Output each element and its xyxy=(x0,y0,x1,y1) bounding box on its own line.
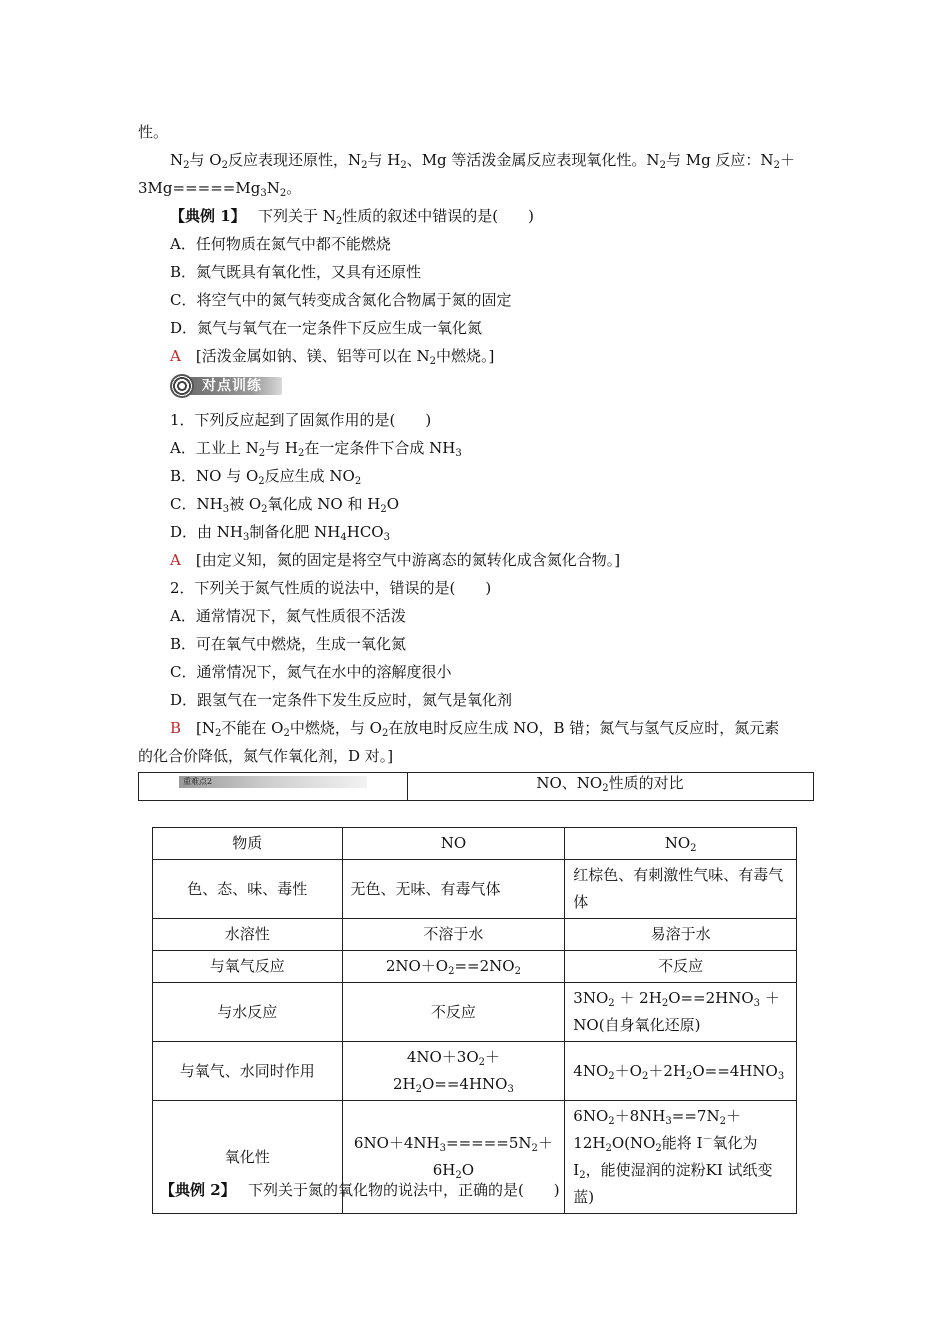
table-header-no2: $NO_2$ xyxy=(565,828,797,860)
example2-label: 【典例 2】 xyxy=(160,1181,229,1199)
intro-line-3: $3Mg=====Mg_3N_2$。 xyxy=(138,179,302,199)
section2-header xyxy=(138,772,814,801)
q2-option-c: C．通常情况下，氮气在水中的溶解度很小 xyxy=(170,663,452,681)
q2-option-d: D．跟氢气在一定条件下发生反应时，氮气是氧化剂 xyxy=(170,691,513,709)
q2-option-b: B．可在氧气中燃烧，生成一氧化氮 xyxy=(170,635,407,653)
table-cell: 红棕色、有刺激性气味、有毒气体 xyxy=(565,860,797,919)
table-cell: 不溶于水 xyxy=(342,919,565,951)
section2-tag: 重难点2 xyxy=(179,776,367,788)
comparison-table xyxy=(152,827,797,1214)
table-header-no: NO xyxy=(342,828,565,860)
training-banner xyxy=(170,374,282,398)
example1-option-b: B．氮气既具有氧化性，又具有还原性 xyxy=(170,263,422,281)
example1-option-d: D．氮气与氧气在一定条件下反应生成一氧化氮 xyxy=(170,319,483,337)
example1-label: 【典例 1】 xyxy=(170,207,239,225)
table-cell: 不反应 xyxy=(342,983,565,1042)
example2-question: 【典例 2】 下列关于氮的氧化物的说法中，正确的是( ) xyxy=(160,1181,560,1199)
table-cell: $6NO+4NH_3=====5N_2+6H_2O$ xyxy=(342,1101,565,1214)
table-cell: 与氧气、水同时作用 xyxy=(153,1042,343,1101)
table-cell: $4NO_2+O_2+2H_2O==4HNO_3$ xyxy=(565,1042,797,1101)
q1-answer: A [由定义知，氮的固定是将空气中游离态的氮转化成含氮化合物。] xyxy=(170,551,621,569)
table-cell: 与氧气反应 xyxy=(153,951,343,983)
example1-option-a: A．任何物质在氮气中都不能燃烧 xyxy=(170,235,391,253)
q1-option-d: D．由 $NH_3$制备化肥 $NH_4HCO_3$ xyxy=(170,523,390,543)
section2-tag-cell xyxy=(139,773,408,800)
table-row xyxy=(153,1042,797,1101)
q2-question: 2．下列关于氮气性质的说法中，错误的是( ) xyxy=(170,579,492,597)
example1-answer-letter: A xyxy=(170,347,181,365)
table-cell: 不反应 xyxy=(565,951,797,983)
q1-option-c: C．$NH_3$被 $O_2$氧化成 NO 和 $H_2O$ xyxy=(170,495,400,515)
q1-option-a: A．工业上 $N_2$与 $H_2$在一定条件下合成 $NH_3$ xyxy=(170,439,462,459)
table-cell: 色、态、味、毒性 xyxy=(153,860,343,919)
table-header-substance: 物质 xyxy=(153,828,343,860)
q2-option-a: A．通常情况下，氮气性质很不活泼 xyxy=(170,607,406,625)
section2-title: NO、$NO_2$性质的对比 xyxy=(536,774,684,794)
table-row xyxy=(153,983,797,1042)
target-icon xyxy=(170,374,194,398)
table-cell: 水溶性 xyxy=(153,919,343,951)
example1-answer: A [活泼金属如钠、镁、铝等可以在 $N_2$中燃烧。] xyxy=(170,347,495,367)
table-row xyxy=(153,860,797,919)
table-cell: $4NO+3O_2+2H_2O==4HNO_3$ xyxy=(342,1042,565,1101)
table-row xyxy=(153,919,797,951)
table-cell: 易溶于水 xyxy=(565,919,797,951)
intro-line-2: $N_2$与 $O_2$反应表现还原性，$N_2$与 $H_2$、Mg 等活泼金属反应表现氧化性。$N_2$与 Mg 反应：$N_2+$ xyxy=(170,151,795,171)
table-cell: $3NO_2 + 2H_2O==2HNO_3 + NO$(自身氧化还原) xyxy=(565,983,797,1042)
q1-option-b: B．NO 与 $O_2$反应生成 $NO_2$ xyxy=(170,467,362,487)
intro-line-1: 性。 xyxy=(138,123,169,141)
q1-answer-letter: A xyxy=(170,551,181,569)
table-cell: 无色、无味、有毒气体 xyxy=(342,860,565,919)
q2-explain-line-2: 的化合价降低，氮气作氧化剂，D 对。] xyxy=(138,747,394,765)
table-cell: 与水反应 xyxy=(153,983,343,1042)
table-row xyxy=(153,828,797,860)
q1-question: 1．下列反应起到了固氮作用的是( ) xyxy=(170,411,432,429)
example1-option-c: C．将空气中的氮气转变成含氮化合物属于氮的固定 xyxy=(170,291,512,309)
q2-answer-letter: B xyxy=(170,719,182,737)
q2-answer: B [$N_2$不能在 $O_2$中燃烧，与 $O_2$在放电时反应生成 NO，B 错；氮气与氢气反应时，氮元素 xyxy=(170,719,780,739)
example1-question: 【典例 1】 下列关于 $N_2$性质的叙述中错误的是( ) xyxy=(170,207,534,227)
table-cell: $2NO+O_2==2NO_2$ xyxy=(342,951,565,983)
table-cell: $6NO_2+8NH_3==7N_2+12H_2O(NO_2$能将 I－氧化为 $I_2$，能使湿润的淀粉KI 试纸变蓝) xyxy=(565,1101,797,1214)
training-title: 对点训练 xyxy=(202,378,262,394)
table-cell: 氧化性 xyxy=(153,1101,343,1214)
table-row xyxy=(153,951,797,983)
